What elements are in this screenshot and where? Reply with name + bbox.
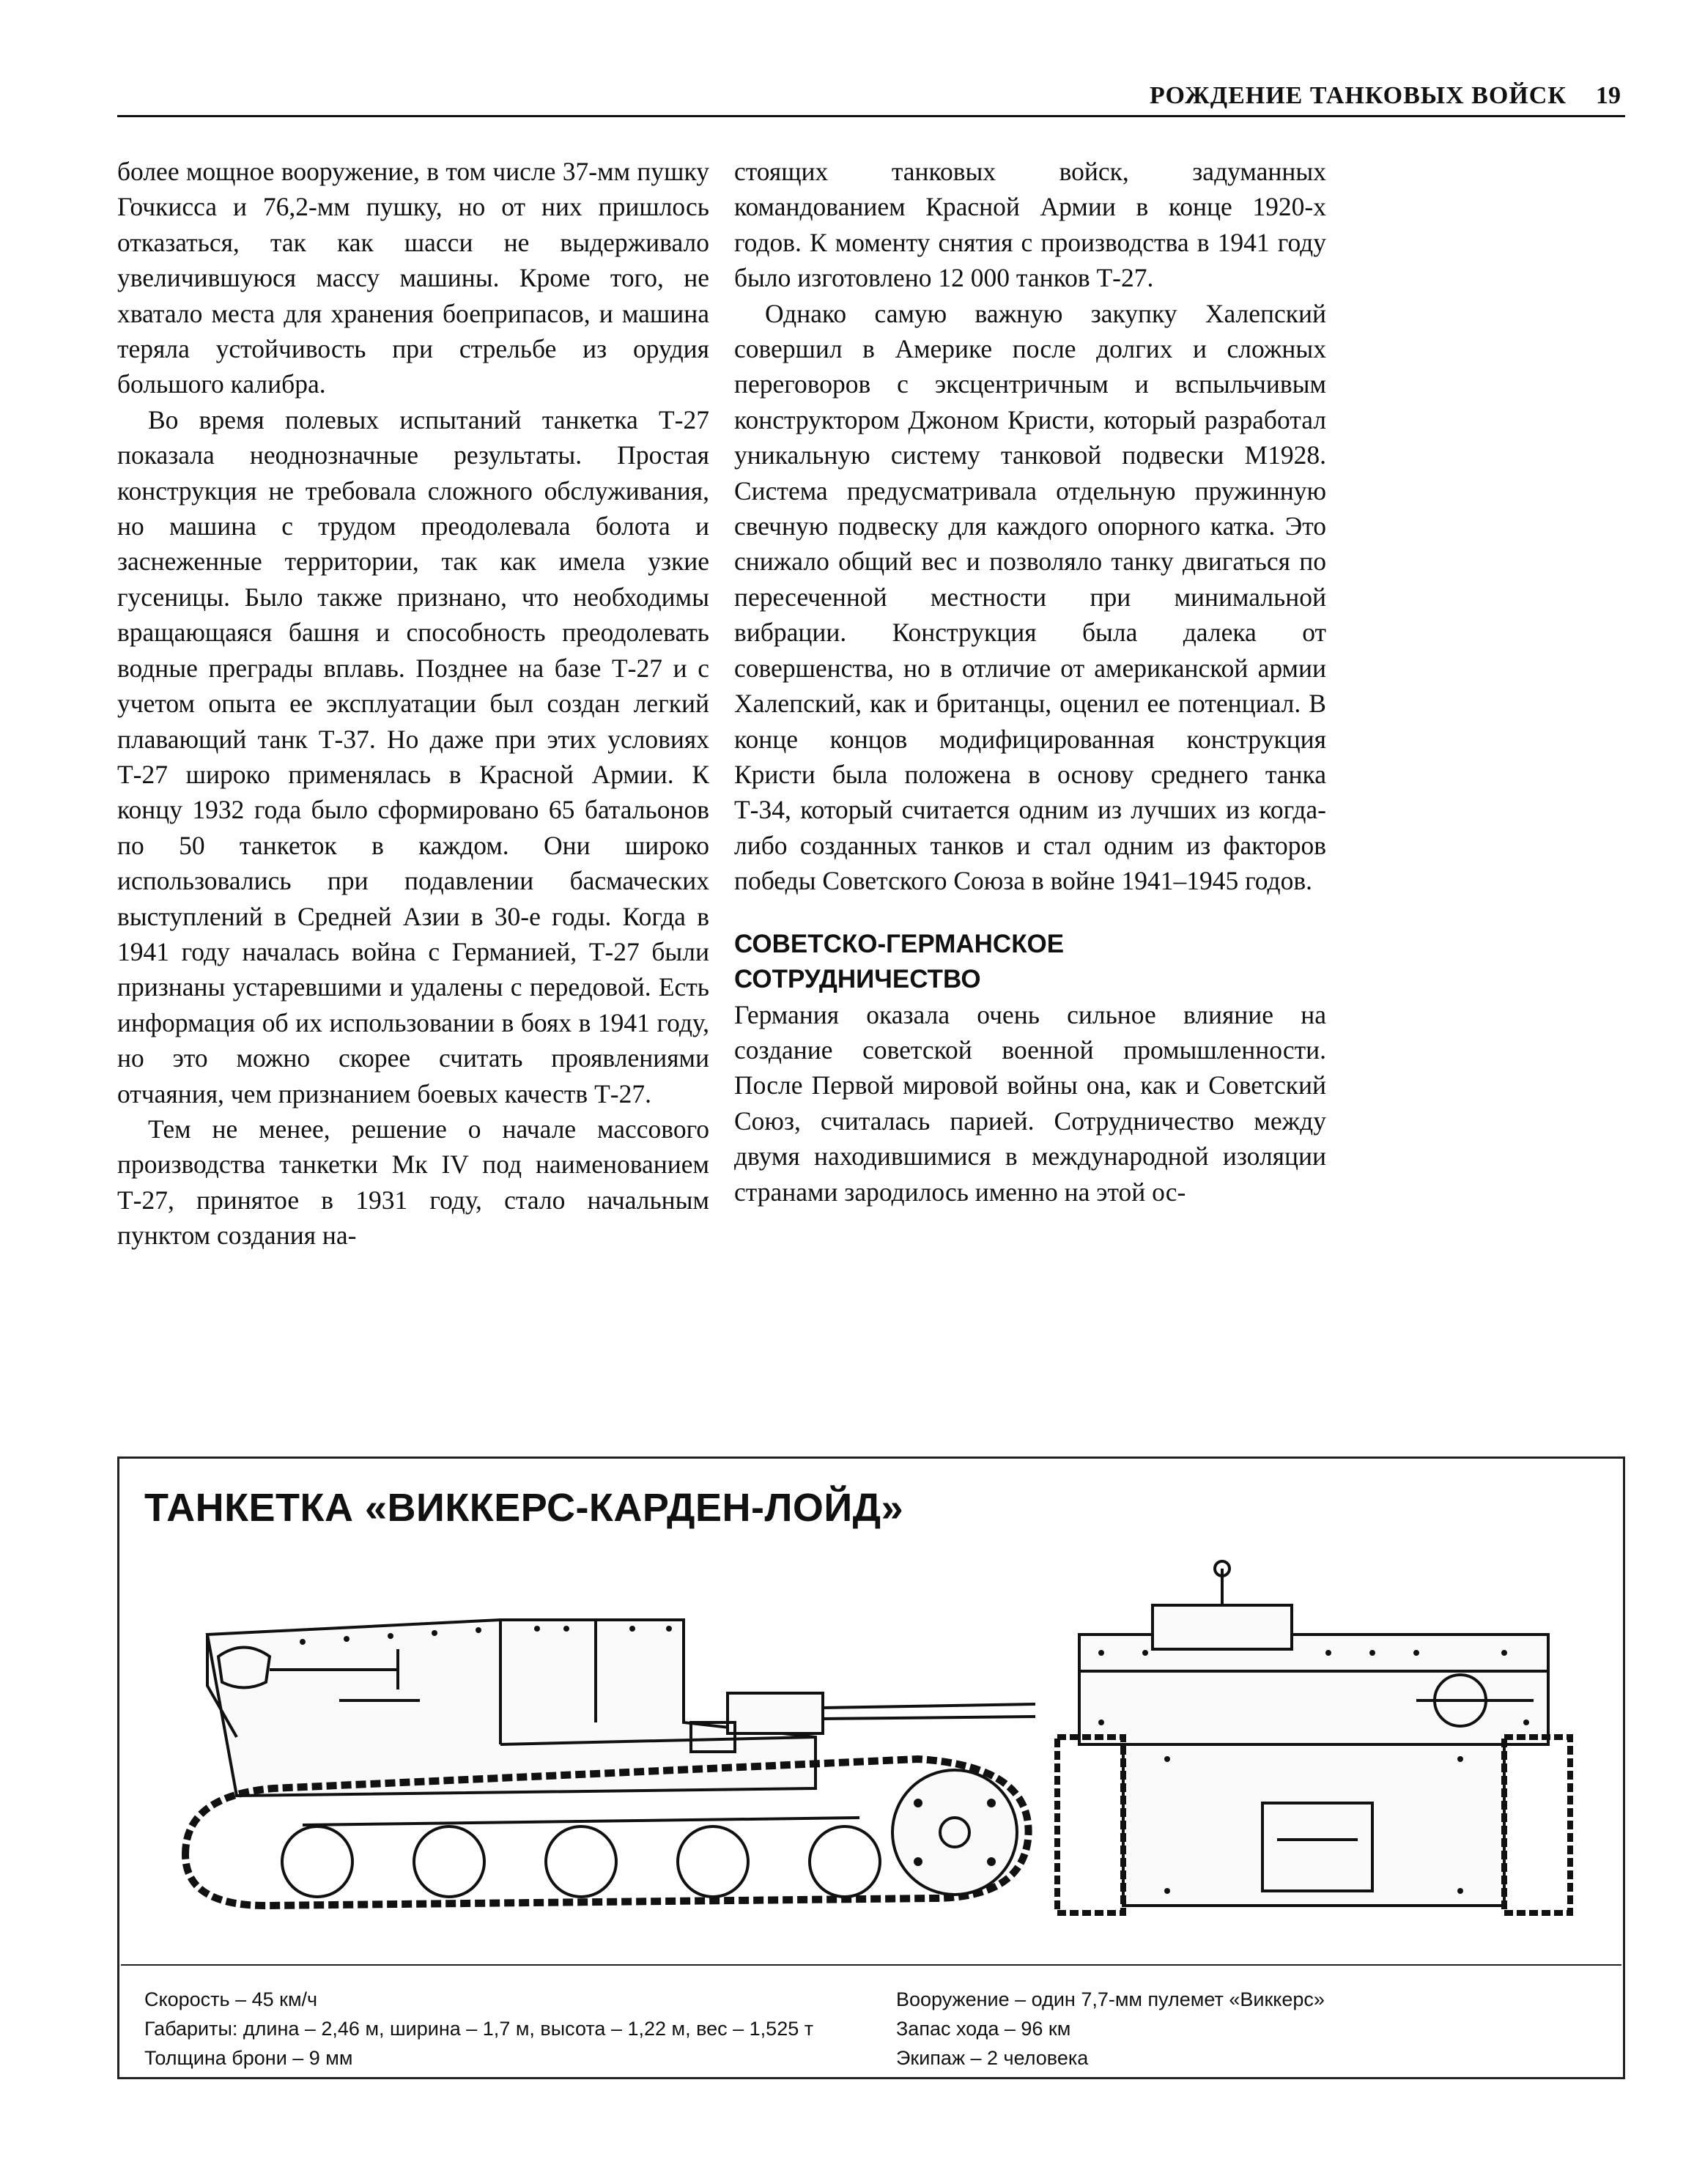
page-number: 19 — [1596, 82, 1621, 109]
running-header — [117, 79, 1625, 117]
specs-left — [144, 1985, 813, 2073]
spec-armor: Толщина брони – 9 мм — [144, 2047, 353, 2069]
spec-crew: Экипаж – 2 человека — [896, 2047, 1089, 2069]
spec-divider — [121, 1964, 1621, 1966]
spec-range: Запас хода – 96 км — [896, 2018, 1071, 2040]
paragraph: Во время полевых испытаний танкетка Т-27 показала неоднозначные результаты. Простая конструкция не требовала сложного обслуживания, но машина с трудом преодолевала болота и заснеженные территории, так как имела узкие гусеницы. Было также признано, что необходимы вращающаяся башня и способность преодолевать водные преграды вплавь. Позднее на базе Т-27 и с учетом опыта ее эксплуатации был создан легкий плавающий танк Т-37. Но даже при этих условиях Т-27 широко применялась в Красной Армии. К концу 1932 года было сформировано 65 батальонов по 50 танкеток в каждом. Они широко использовались при подавлении басмаческих выступлений в Средней Азии в 30-е годы. Когда в 1941 году началась война с Германией, Т-27 были признаны устаревшими и удалены с передовой. Есть информация об их использовании в боях в 1941 году, но это можно скорее считать проявлениями отчаяния, чем признанием боевых качеств Т-27. — [117, 404, 709, 1108]
tank-infobox — [117, 1456, 1625, 2079]
infobox-title: ТАНКЕТКА «ВИККЕРС-КАРДЕН-ЛОЙД» — [144, 1486, 904, 1530]
paragraph: Однако самую важную закупку Халепский совершил в Америке после долгих и сложных переговоров с эксцентричным и вспыльчивым конструктором Джоном Кристи, который разработал уникальную систему танковой подвески М1928. Система предусматривала отдельную пружинную свечную подвеску для каждого опорного катка. Это снижало общий вес и позволяло танку двигаться по пересеченной местности при минимальной вибрации. Конструкция была далека от совершенства, но в отличие от американской армии Халепский, как и британцы, оценил ее потенциал. В конце концов модифицированная конструкция Кристи была положена в основу среднего танка Т-34, который считается одним из лучших из когда-либо созданных танков и стал одним из факторов победы Советского Союза в войне 1941–1945 годов. — [734, 298, 1326, 896]
paragraph: стоящих танковых войск, задуманных командованием Красной Армии в конце 1920-х годов. К моменту снятия с производства в 1941 году было изготовлено 12 000 танков Т-27. — [734, 157, 1326, 293]
specs-right — [896, 1985, 1325, 2073]
spec-dimensions: Габариты: длина – 2,46 м, ширина – 1,7 м, высота – 1,22 м, вес – 1,525 т — [144, 2018, 814, 2040]
section-heading — [734, 927, 1326, 997]
tankette-side-view-drawing — [156, 1554, 1065, 1935]
text-column-right — [734, 154, 1326, 1210]
tankette-front-view-drawing — [1035, 1554, 1592, 1935]
chapter-title: РОЖДЕНИЕ ТАНКОВЫХ ВОЙСК — [1149, 82, 1567, 109]
section-heading-line: СОВЕТСКО-ГЕРМАНСКОЕ — [734, 929, 1065, 958]
text-column-left — [117, 154, 709, 1254]
paragraph: Тем не менее, решение о начале массового производства танкетки Мк IV под наименованием Т-27, принятое в 1931 году, стало начальным пунктом создания на- — [117, 1114, 709, 1251]
paragraph: Германия оказала очень сильное влияние на создание советской военной промышленности. После Первой мировой войны она, как и Советский Союз, считалась парией. Сотрудничество между двумя находившимися в международной изоляции странами зародилось именно на этой ос- — [734, 999, 1326, 1207]
spec-armament: Вооружение – один 7,7-мм пулемет «Виккерс» — [896, 1988, 1325, 2010]
paragraph: более мощное вооружение, в том числе 37-мм пушку Гочкисса и 76,2-мм пушку, но от них пришлось отказаться, так как шасси не выдерживало увеличившуюся массу машины. Кроме того, не хватало места для хранения боеприпасов, и машина теряла устойчивость при стрельбе из орудия большого калибра. — [117, 157, 709, 399]
section-heading-line: СОТРУДНИЧЕСТВО — [734, 964, 981, 993]
spec-speed: Скорость – 45 км/ч — [144, 1988, 318, 2010]
